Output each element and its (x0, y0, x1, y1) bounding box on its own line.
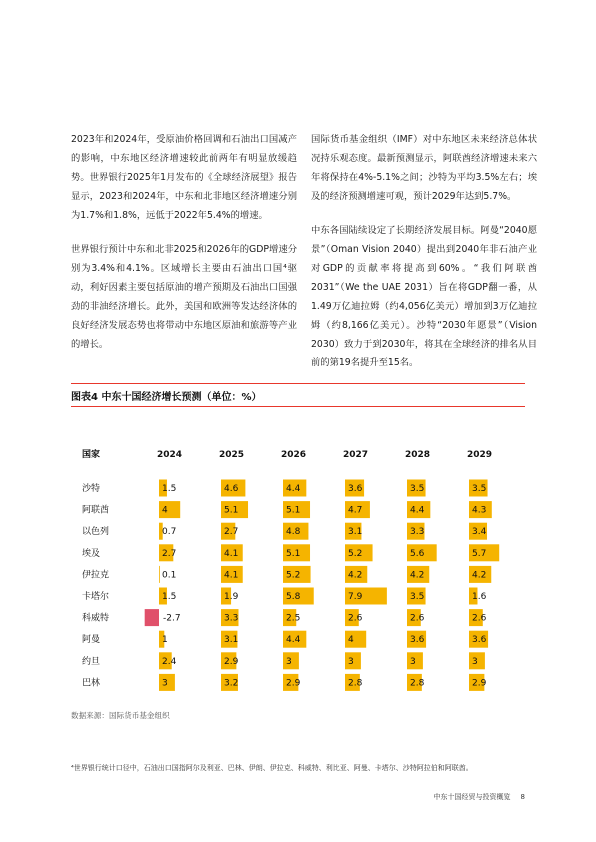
value-label: 2.6 (410, 613, 425, 624)
value-label: 4.2 (410, 570, 425, 581)
right-text-column (311, 131, 537, 389)
paragraph: 2023年和2024年，受原油价格回调和石油出口国减产的影响，中东地区经济增速较此前两年有明显放缓趋势。世界银行2025年1月发布的《全球经济展望》报告显示，2023和2024年，中东和北非地区经济增速分别为1.7%和1.8%，远低于2022年5.4%的增速。 (71, 134, 297, 221)
country-label: 巴林 (82, 678, 101, 689)
value-bar (145, 609, 159, 626)
value-label: 4.7 (348, 505, 363, 516)
value-label: 3.6 (348, 484, 363, 494)
country-label: 沙特 (82, 484, 101, 494)
value-label: 2.9 (472, 678, 487, 689)
value-label: 1.9 (224, 592, 239, 602)
value-label: 2.8 (348, 678, 363, 689)
value-label: 3.5 (410, 592, 425, 602)
value-label: 2.7 (224, 527, 239, 538)
value-label: 0.1 (162, 570, 177, 581)
country-label: 卡塔尔 (82, 592, 110, 602)
value-label: 5.2 (286, 570, 301, 581)
value-label: 1 (162, 635, 168, 646)
country-label: 伊拉克 (82, 570, 110, 581)
country-label: 阿联酋 (82, 505, 110, 516)
value-label: 2.4 (162, 656, 177, 667)
value-label: 5.2 (348, 548, 363, 559)
value-label: 3.3 (224, 613, 239, 624)
chart-top-rule (71, 383, 525, 384)
value-label: 4 (162, 505, 168, 516)
value-label: 0.7 (162, 527, 177, 538)
footnote: ⁴世界银行统计口径中，石油出口国指阿尔及利亚、巴林、伊朗、伊拉克、科威特、利比亚、阿曼、卡塔尔、沙特阿拉伯和阿联酋。 (71, 764, 473, 772)
value-label: 3.2 (224, 678, 239, 689)
value-label: 4.4 (286, 484, 301, 494)
year-label: 2027 (343, 450, 369, 460)
chart-title: 图表4 中东十国经济增长预测（单位：%） (71, 392, 262, 403)
value-label: 3.5 (410, 484, 425, 494)
value-label: 5.8 (286, 592, 301, 602)
value-label: 5.6 (410, 548, 425, 559)
value-label: 1.5 (162, 484, 177, 494)
value-label: 2.5 (286, 613, 301, 624)
value-label: 1.5 (162, 592, 177, 602)
paragraph: 世界银行预计中东和北非2025和2026年的GDP增速分别为3.4%和4.1%。区域增长主要由石油出口国⁴驱动，利好因素主要包括原油的增产预期及石油出口国强劲的非油经济增长。此外，美国和欧洲等发达经济体的良好经济发展态势也将带动中东地区原油和旅游等产业的增长。 (71, 244, 297, 350)
value-label: 5.1 (286, 505, 301, 516)
year-label: 2024 (157, 450, 183, 460)
page-footer (434, 792, 525, 802)
value-label: 3 (348, 656, 354, 667)
country-label: 阿曼 (82, 635, 101, 646)
value-label: 5.1 (224, 505, 239, 516)
value-label: 3.5 (472, 484, 487, 494)
growth-table-chart (71, 440, 525, 705)
year-label: 2028 (405, 450, 431, 460)
value-label: 4.2 (472, 570, 487, 581)
value-label: 3.6 (410, 635, 425, 646)
value-bar (159, 566, 160, 583)
footer-title: 中东十国经贸与投资概览 (433, 793, 511, 801)
paragraph: 中东各国陆续设定了长期经济发展目标。阿曼“2040愿景”（Oman Vision 2040）提出到2040年非石油产业对GDP的贡献率将提高到60%。“我们阿联酋2031”（We the UAE 2031）旨在将GDP翻一番，从1.49万亿迪拉姆（约4,056亿美元）增加到3万亿迪拉姆（约8,166亿美元）。沙特“2030年愿景”（Vision 2030）致力于到2030年，将其在全球经济的排名从目前的第19名提升至15名。 (311, 225, 537, 369)
value-label: 3.4 (472, 527, 487, 538)
paragraph: 国际货币基金组织（IMF）对中东地区未来经济总体状况持乐观态度。最新预测显示，阿联酋经济增速未来六年将保持在4%-5.1%之间；沙特为平均3.5%左右；埃及的经济预测增速可观，预计2029年达到5.7%。 (311, 134, 537, 202)
table-header-country: 国家 (82, 450, 101, 460)
chart-title-rule (71, 406, 525, 407)
source-note: 数据来源：国际货币基金组织 (71, 711, 170, 720)
value-label: 2.9 (224, 656, 239, 667)
value-label: 3.6 (472, 635, 487, 646)
value-label: 4.3 (472, 505, 487, 516)
value-label: 2.8 (410, 678, 425, 689)
value-label: 3.3 (410, 527, 425, 538)
value-label: 4.2 (348, 570, 363, 581)
value-label: 2.6 (348, 613, 363, 624)
value-label: 4.1 (224, 548, 239, 559)
value-label: 4.4 (286, 635, 301, 646)
value-label: 3 (162, 678, 168, 689)
country-label: 埃及 (82, 548, 101, 559)
value-label: -2.7 (163, 613, 181, 624)
value-label: 5.1 (286, 548, 301, 559)
value-label: 2.6 (472, 613, 487, 624)
value-label: 5.7 (472, 548, 487, 559)
value-label: 4.4 (410, 505, 425, 516)
country-label: 科威特 (82, 613, 110, 624)
year-label: 2029 (467, 450, 493, 460)
country-label: 以色列 (82, 527, 110, 538)
value-label: 3 (472, 656, 478, 667)
value-label: 2.9 (286, 678, 301, 689)
value-label: 3 (410, 656, 416, 667)
value-label: 2.7 (162, 548, 177, 559)
value-label: 4.8 (286, 527, 301, 538)
value-label: 3.1 (348, 527, 363, 538)
page-number: 8 (520, 793, 525, 801)
left-text-column (71, 131, 297, 370)
value-label: 3 (286, 656, 292, 667)
value-label: 3.1 (224, 635, 239, 646)
country-label: 约旦 (82, 656, 101, 667)
year-label: 2026 (281, 450, 307, 460)
value-label: 4.1 (224, 570, 239, 581)
value-label: 1.6 (472, 592, 487, 602)
value-label: 4 (348, 635, 354, 646)
value-label: 7.9 (348, 592, 363, 602)
year-label: 2025 (219, 450, 245, 460)
value-label: 4.6 (224, 484, 239, 494)
